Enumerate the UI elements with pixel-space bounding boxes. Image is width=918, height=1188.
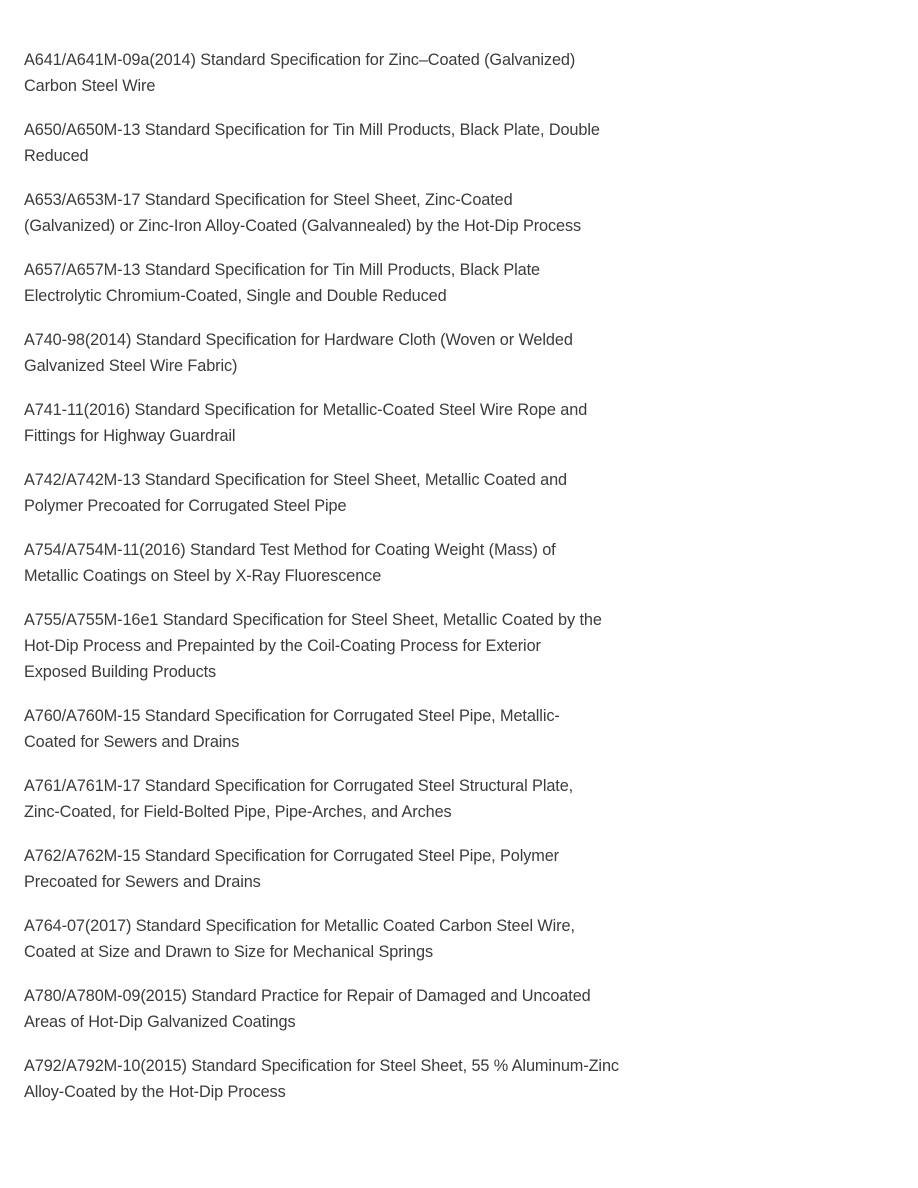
entry-line: A792/A792M-10(2015) Standard Specification for Steel Sheet, 55 % Aluminum-Zinc (24, 1057, 619, 1075)
standard-entry-a764 (24, 913, 664, 965)
entry-line: Fittings for Highway Guardrail (24, 427, 236, 445)
entry-line: Coated for Sewers and Drains (24, 733, 240, 751)
standard-entry-a780 (24, 983, 664, 1035)
entry-line: A754/A754M-11(2016) Standard Test Method for Coating Weight (Mass) of (24, 541, 556, 559)
standard-entry-a641 (24, 47, 664, 99)
entry-line: Metallic Coatings on Steel by X-Ray Fluorescence (24, 567, 382, 585)
standard-entry-a760 (24, 703, 664, 755)
entry-line: Hot-Dip Process and Prepainted by the Coil-Coating Process for Exterior (24, 637, 541, 655)
standard-entry-a762 (24, 843, 664, 895)
entry-line: A657/A657M-13 Standard Specification for Tin Mill Products, Black Plate (24, 261, 540, 279)
entry-line: A760/A760M-15 Standard Specification for Corrugated Steel Pipe, Metallic- (24, 707, 560, 725)
entry-line: Carbon Steel Wire (24, 77, 156, 95)
entry-line: A780/A780M-09(2015) Standard Practice for Repair of Damaged and Uncoated (24, 987, 591, 1005)
entry-line: Galvanized Steel Wire Fabric) (24, 357, 238, 375)
document-page (24, 47, 664, 1123)
entry-line: A653/A653M-17 Standard Specification for Steel Sheet, Zinc-Coated (24, 191, 513, 209)
standard-entry-a754 (24, 537, 664, 589)
standard-entry-a653 (24, 187, 664, 239)
standard-entry-a657 (24, 257, 664, 309)
entry-line: Reduced (24, 147, 89, 165)
standard-entry-a740 (24, 327, 664, 379)
standard-entry-a741 (24, 397, 664, 449)
entry-line: Electrolytic Chromium-Coated, Single and Double Reduced (24, 287, 447, 305)
standard-entry-a792 (24, 1053, 664, 1105)
standard-entry-a742 (24, 467, 664, 519)
entry-line: Areas of Hot-Dip Galvanized Coatings (24, 1013, 296, 1031)
entry-line: A742/A742M-13 Standard Specification for Steel Sheet, Metallic Coated and (24, 471, 567, 489)
entry-line: A764-07(2017) Standard Specification for Metallic Coated Carbon Steel Wire, (24, 917, 575, 935)
entry-line: Zinc-Coated, for Field-Bolted Pipe, Pipe-Arches, and Arches (24, 803, 452, 821)
standard-entry-a755 (24, 607, 664, 685)
entry-line: Exposed Building Products (24, 663, 217, 681)
entry-line: Polymer Precoated for Corrugated Steel Pipe (24, 497, 347, 515)
entry-line: A741-11(2016) Standard Specification for Metallic-Coated Steel Wire Rope and (24, 401, 588, 419)
entry-line: A761/A761M-17 Standard Specification for Corrugated Steel Structural Plate, (24, 777, 574, 795)
entry-line: Alloy-Coated by the Hot-Dip Process (24, 1083, 286, 1101)
entry-line: Precoated for Sewers and Drains (24, 873, 261, 891)
entry-line: Coated at Size and Drawn to Size for Mechanical Springs (24, 943, 433, 961)
standard-entry-a650 (24, 117, 664, 169)
entry-line: A641/A641M-09a(2014) Standard Specification for Zinc–Coated (Galvanized) (24, 51, 576, 69)
entry-line: A755/A755M-16e1 Standard Specification for Steel Sheet, Metallic Coated by the (24, 611, 602, 629)
entry-line: A762/A762M-15 Standard Specification for Corrugated Steel Pipe, Polymer (24, 847, 560, 865)
entry-line: A650/A650M-13 Standard Specification for Tin Mill Products, Black Plate, Double (24, 121, 600, 139)
entry-line: A740-98(2014) Standard Specification for Hardware Cloth (Woven or Welded (24, 331, 573, 349)
entry-line: (Galvanized) or Zinc-Iron Alloy-Coated (Galvannealed) by the Hot-Dip Process (24, 217, 582, 235)
standard-entry-a761 (24, 773, 664, 825)
